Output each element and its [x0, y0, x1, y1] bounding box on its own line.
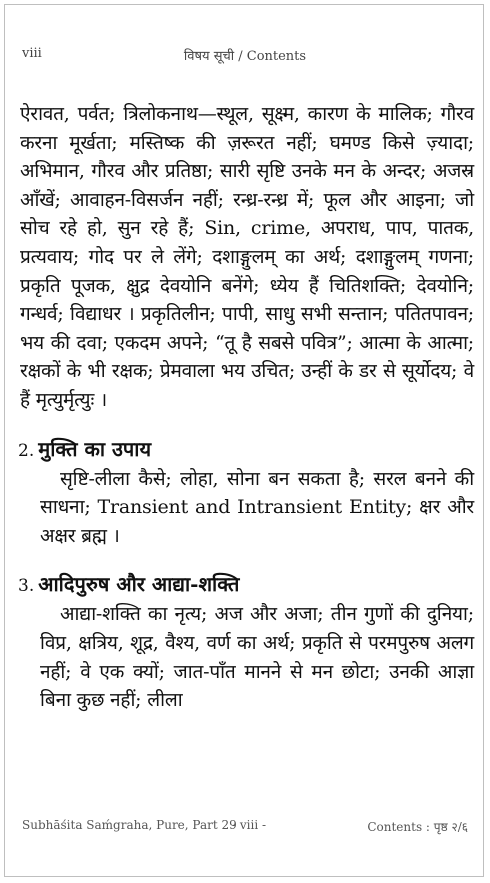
running-header [0, 46, 490, 66]
section-2 [20, 435, 474, 551]
section-body: आद्या-शक्ति का नृत्य; अज और अजा; तीन गुणों की दुनिया; विप्र, क्षत्रिय, शूद्र, वैश्य, वर्ण का अर्थ; प्रकृति से परमपुरुष अलग नहीं; वे एक क्यों; जात-पाँत मानने से मन छोटा; उनकी आज्ञा बिना कुछ नहीं; लीला [40, 603, 474, 712]
intro-paragraph: ऐरावत, पर्वत; त्रिलोकनाथ—स्थूल, सूक्ष्म, कारण के मालिक; गौरव करना मूर्खता; मस्तिष्क की ज़रूरत नहीं; घमण्ड किसे ज़्यादा; अभिमान, गौरव और प्रतिष्ठा; सारी सृष्टि उनके मन के अन्दर; अजस्र आँखें; आवाहन-विसर्जन नहीं; रन्ध्र-रन्ध्र में; फूल और आइना; जो सोच रहे हो, सुन रहे हैं; Sin, crime, अपराध, पाप, पातक, प्रत्यवाय; गोद पर ले लेंगे; दशाङ्गुलम् का अर्थ; दशाङ्गुलम् गणना; प्रकृति पूजक, क्षुद्र देवयोनि बनेंगे; ध्येय हैं चितिशक्ति; देवयोनि; गन्धर्व; विद्याधर । प्रकृतिलीन; पापी, साधु सभी सन्तान; पतितपावन; भय की दवा; एकदम अपने; “तू है सबसे पवित्र”; आत्मा के आत्मा; रक्षकों के भी रक्षक; प्रेमवाला भय उचित; उन्हीं के डर से सूर्योदय; वे हैं मृत्युर्मृत्युः । [20, 103, 474, 411]
header-page-number: viii [22, 46, 42, 61]
section-title: आदिपुरुष और आद्या-शक्ति [38, 572, 240, 597]
section-number: 2. [18, 440, 35, 461]
section-number: 3. [18, 576, 35, 597]
section-heading [18, 570, 474, 600]
page-footer [0, 818, 490, 836]
footer-book-title: Subhāśita Saḿgraha, Pure, Part 29 [22, 818, 237, 832]
footer-contents-ref: Contents : पृष्ठ २/६ [367, 820, 468, 834]
section-heading [18, 435, 474, 465]
header-title: विषय सूची / Contents [183, 49, 307, 64]
footer-page-number: - viii - [232, 818, 267, 832]
section-title: मुक्ति का उपाय [38, 436, 152, 461]
section-body: सृष्टि-लीला कैसे; लोहा, सोना बन सकता है; सरल बनने की साधना; Transient and Intransient Entity; क्षर और अक्षर ब्रह्म । [40, 467, 474, 547]
section-3 [20, 570, 474, 714]
contents-body [20, 100, 474, 715]
